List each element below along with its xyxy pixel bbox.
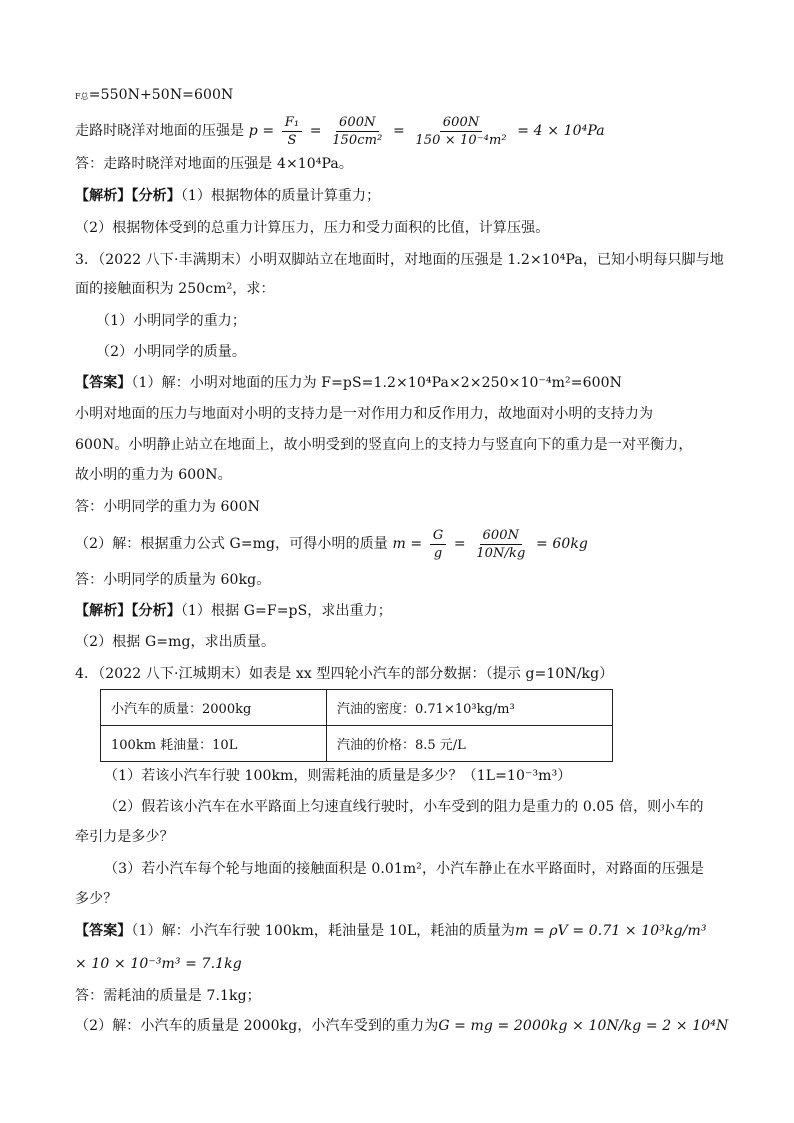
question-4-subpart: （1）若该小汽车行驶 100km，则需耗油的质量是多少？（1L=10⁻³m³） — [104, 768, 572, 784]
answer-4-line: （2）解：小汽车的质量是 2000kg，小汽车受到的重力为G = mg = 2000kg × 10N/kg = 2 × 10⁴N — [75, 1018, 729, 1034]
question-3-line: 3．（2022 八下·丰满期末）小明双脚站立在地面时，对地面的压强是 1.2×10⁴Pa，已知小明每只脚与地 — [75, 252, 724, 268]
fraction: $\frac{G}{g}$ — [430, 528, 447, 561]
question-4-subpart: 牵引力是多少？ — [75, 829, 174, 845]
answer-tag: 【答案】 — [75, 375, 132, 391]
table-cell: 小汽车的质量：2000kg — [101, 690, 327, 726]
answer-3-line: 小明对地面的压力与地面对小明的支持力是一对作用力和反作用力，故地面对小明的支持力为 — [75, 406, 654, 422]
pressure-walking-line: 走路时晓洋对地面的压强是 p = $\frac{\text{F₁}}{S}$ = $\frac{600N}{\text{150cm²}}$ = $\frac{600N}{\text{150 × 10⁻⁴m²}}$ = 4 × 10⁴Pa — [75, 114, 605, 148]
table-row — [101, 690, 613, 726]
table-row — [101, 726, 613, 762]
analysis-3-line: （2）根据 G=mg，求出质量。 — [75, 634, 276, 650]
force-subscript-label: F总 — [75, 92, 89, 101]
table-cell: 汽油的价格：8.5 元/L — [327, 726, 613, 762]
question-3-subpart: （2）小明同学的质量。 — [96, 344, 247, 360]
car-data-table — [100, 689, 613, 762]
table-cell: 汽油的密度：0.71×10³kg/m³ — [327, 690, 613, 726]
answer-line: 答：走路时晓洋对地面的压强是 4×10⁴Pa。 — [75, 156, 353, 172]
fraction: $\frac{\text{F₁}}{S}$ — [282, 115, 302, 148]
answer-3-line: 【答案】（1）解：小明对地面的压力为 F=pS=1.2×10⁴Pa×2×250×10⁻⁴m²=600N — [75, 375, 622, 391]
question-3-subpart: （1）小明同学的重力； — [96, 313, 247, 329]
answer-tag: 【答案】 — [75, 923, 132, 939]
analysis-line: 【解析】【分析】（1）根据物体的质量计算重力； — [75, 188, 381, 204]
fraction: $\frac{600N}{\text{150cm²}}$ — [332, 114, 383, 148]
analysis-tag: 【解析】【分析】 — [75, 188, 181, 204]
answer-3-line: 答：小明同学的质量为 60kg。 — [75, 572, 271, 588]
answer-3-line: 故小明的重力为 600N。 — [75, 467, 232, 483]
question-4-subpart: （2）假若该小汽车在水平路面上匀速直线行驶时，小车受到的阻力是重力的 0.05 倍，则小车的 — [104, 799, 704, 815]
table-cell: 100km 耗油量：10L — [101, 726, 327, 762]
question-3-line: 面的接触面积为 250cm²，求： — [75, 281, 275, 297]
fraction: $\frac{600N}{10N/kg}$ — [476, 527, 526, 561]
analysis-3-line: 【解析】【分析】（1）根据 G=F=pS，求出重力； — [75, 603, 392, 619]
analysis-tag: 【解析】【分析】 — [75, 603, 181, 619]
analysis-line: （2）根据物体受到的总重力计算压力，压力和受力面积的比值，计算压强。 — [75, 220, 550, 236]
question-4-line: 4．（2022 八下·江城期末）如表是 xx 型四轮小汽车的部分数据：（提示 g=10N/kg） — [75, 666, 614, 682]
fraction: $\frac{600N}{\text{150 × 10⁻⁴m²}}$ — [415, 114, 507, 148]
total-force-line: F总=550N+50N=600N — [75, 87, 234, 103]
answer-3-line: 600N。小明静止站立在地面上，故小明受到的竖直向上的支持力与竖直向下的重力是一对平衡力， — [75, 437, 693, 453]
answer-4-line: 答：需耗油的质量是 7.1kg； — [75, 988, 261, 1004]
answer-4-line: 【答案】（1）解：小汽车行驶 100km，耗油量是 10L，耗油的质量为m = ρV = 0.71 × 10³kg/m³ — [75, 923, 707, 939]
question-4-subpart: （3）若小汽车每个轮与地面的接触面积是 0.01m²，小汽车静止在水平路面时，对路面的压强是 — [104, 861, 705, 877]
answer-3-line: 答：小明同学的重力为 600N — [75, 499, 260, 515]
mass-formula-line: （2）解：根据重力公式 G=mg，可得小明的质量 m = $\frac{G}{g}$ = $\frac{600N}{10N/kg}$ = 60kg — [75, 527, 588, 561]
question-4-subpart: 多少？ — [75, 891, 118, 907]
answer-4-formula-line: × 10 × 10⁻³m³ = 7.1kg — [75, 956, 242, 972]
